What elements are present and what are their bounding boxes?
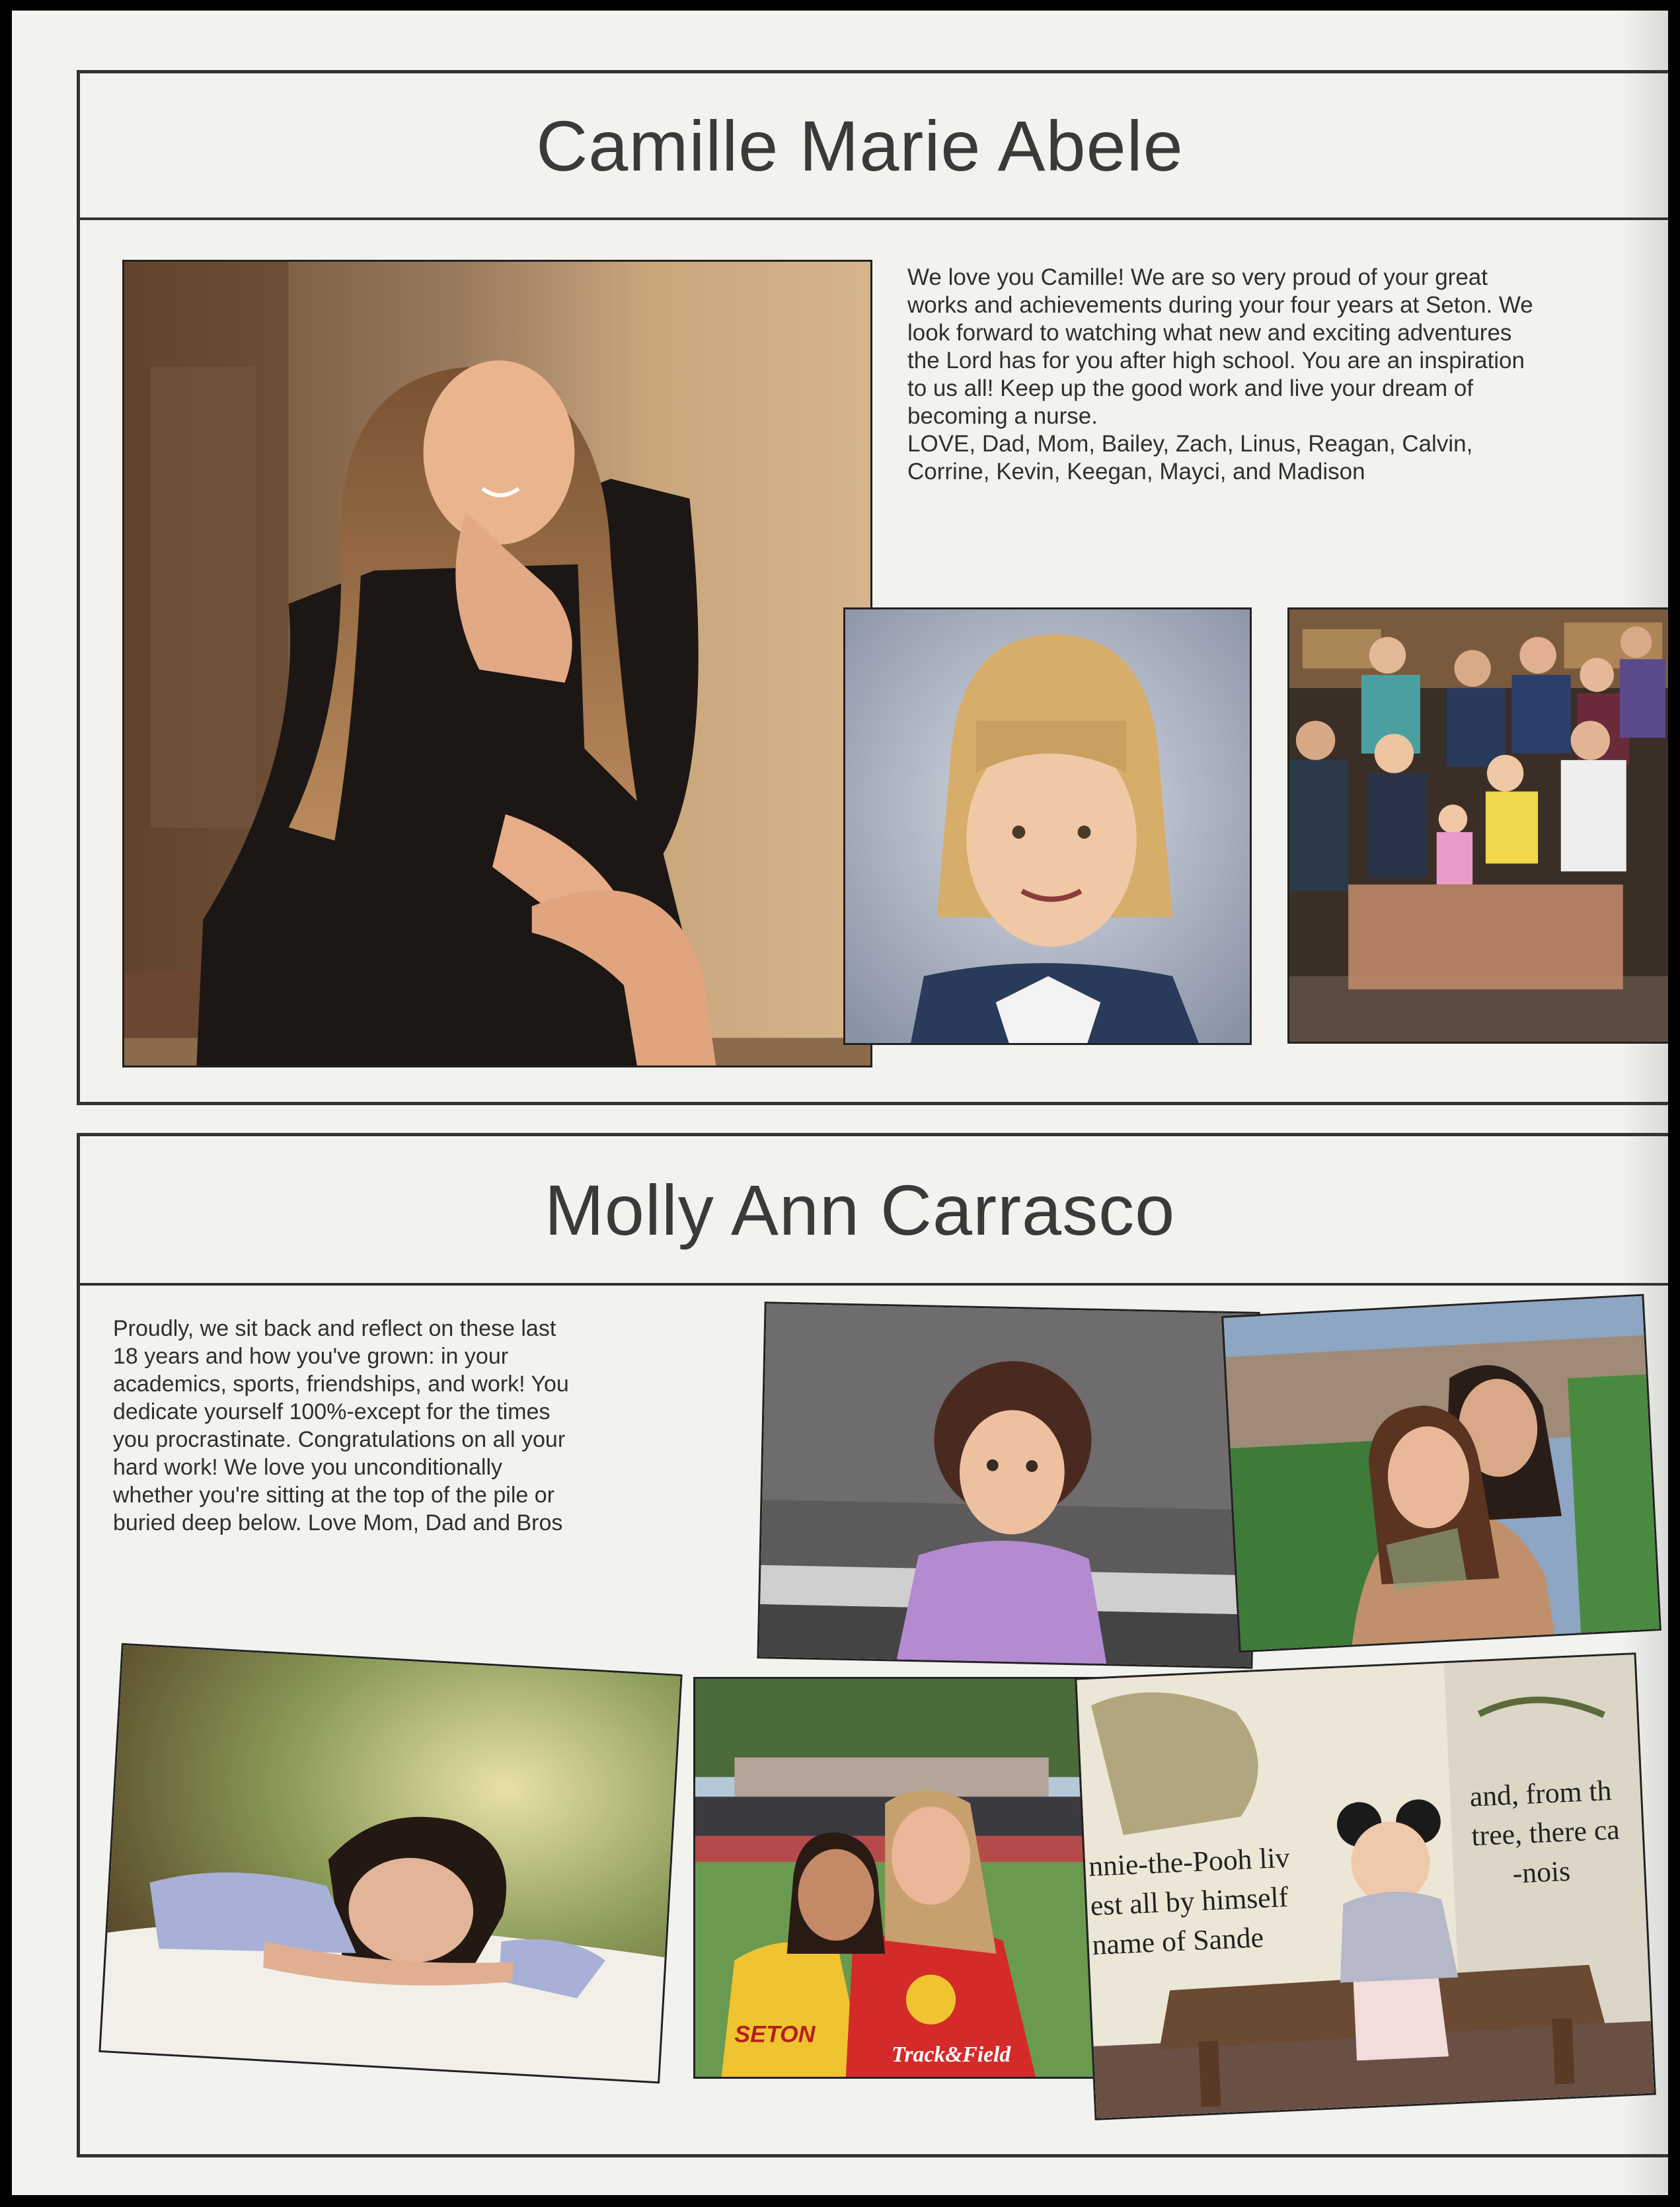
family-message: We love you Camille! We are so very proud of your great works and achievements during your four years at Seton. We look forward to watching what new and exciting adventures the Lord has for you after high school. You are an inspiration to us all! Keep up the good work and live your dream of becoming a nurse. LOVE, Dad, Mom, Bailey, Zach, Linus, Reagan, Calvin, Corrine, Kevin, Keegan, Mayci, and Madison [907, 264, 1533, 484]
family-message: Proudly, we sit back and reflect on these last 18 years and how you've grown: in your academics, sports, friendships, and work! You dedicate yourself 100%-except for the times you procrastinate. Congratulations on all your hard work! We love you unconditionally whether you're sitting at the top of the pile or buried deep below. Love Mom, Dad and Bros [113, 1316, 569, 1535]
svg-text:-nois: -nois [1511, 1855, 1572, 1890]
title-bar [80, 73, 1668, 220]
childhood-photo [843, 607, 1252, 1045]
yearbook-page [12, 11, 1668, 2195]
family-group-photo [1287, 607, 1668, 1044]
senior-lying-photo [98, 1643, 682, 2083]
toddler-photo [757, 1301, 1260, 1669]
title-bar [80, 1136, 1668, 1286]
svg-text:nnie-the-Pooh liv: nnie-the-Pooh liv [1088, 1841, 1291, 1883]
senior-ad-molly [77, 1133, 1668, 2157]
book-text-left [1088, 1842, 1294, 1962]
svg-text:tree, there ca: tree, there ca [1470, 1814, 1621, 1853]
shirt-text-track: Track&Field [892, 2042, 1011, 2068]
student-name: Molly Ann Carrasco [544, 1169, 1176, 1250]
svg-text:and, from th: and, from th [1469, 1775, 1613, 1813]
friends-photo [1221, 1294, 1661, 1653]
student-name: Camille Marie Abele [536, 105, 1184, 186]
senior-ad-camille [77, 70, 1668, 1105]
minnie-ears-photo [1075, 1652, 1656, 2120]
shirt-text-seton: SETON [734, 2021, 816, 2048]
svg-text:name of Sande: name of Sande [1091, 1921, 1264, 1962]
svg-text:est all by himself: est all by himself [1089, 1881, 1289, 1922]
track-field-photo [693, 1677, 1102, 2079]
senior-portrait-photo [122, 260, 872, 1067]
